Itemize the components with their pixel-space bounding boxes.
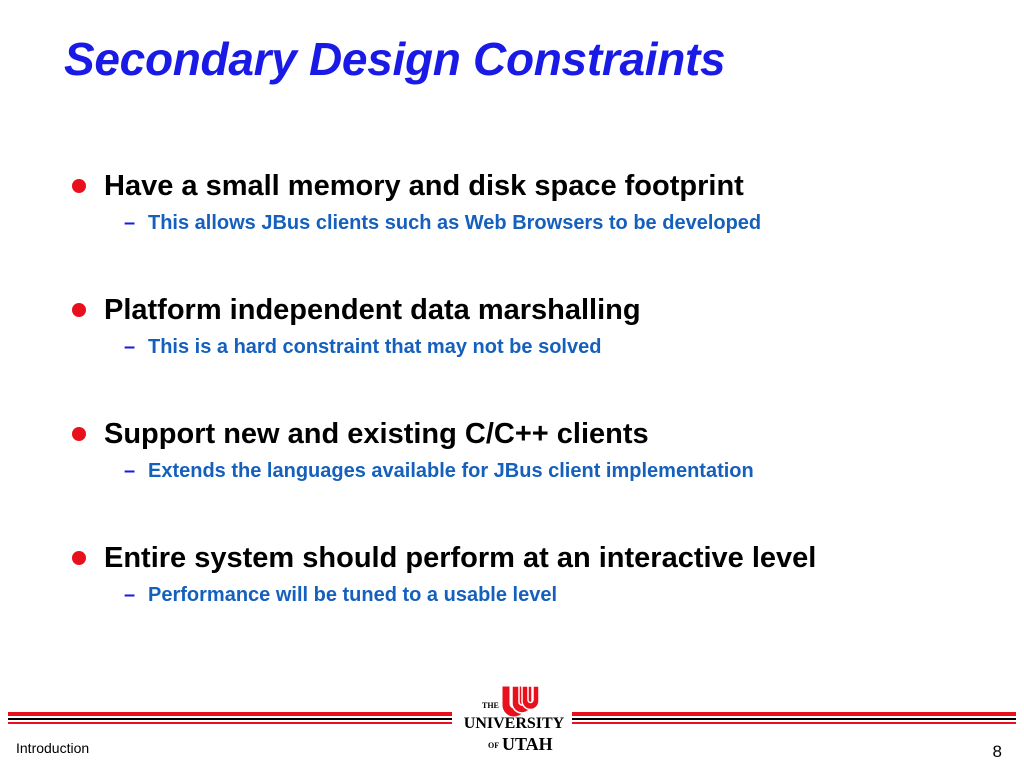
- rule-line-red: [572, 722, 1016, 724]
- slide-title: Secondary Design Constraints: [64, 33, 726, 85]
- bullet-text: Platform independent data marshalling: [104, 294, 641, 326]
- sub-bullet-row: [72, 456, 992, 486]
- rule-line-red: [8, 722, 452, 724]
- rule-line-black: [572, 718, 1016, 720]
- footer-rule-left: [8, 712, 452, 724]
- sub-bullet-row: [72, 208, 992, 238]
- block-u-icon: [502, 686, 539, 717]
- bullet-row: [72, 414, 992, 456]
- bullet-list: [72, 166, 992, 662]
- sub-bullet-dash: –: [124, 212, 136, 234]
- bullet-text: Have a small memory and disk space footprint: [104, 170, 744, 202]
- bullet-dot-icon: [72, 179, 86, 193]
- bullet-item: [72, 414, 992, 538]
- rule-line-red: [8, 712, 452, 716]
- sub-bullet-text: This allows JBus clients such as Web Browsers to be developed: [148, 212, 762, 234]
- bullet-item: [72, 166, 992, 290]
- bullet-row: [72, 166, 992, 208]
- sub-bullet-text: This is a hard constraint that may not be solved: [148, 336, 602, 358]
- bullet-row: [72, 538, 992, 580]
- sub-bullet-row: [72, 580, 992, 610]
- logo-utah-text: UTAH: [502, 734, 553, 754]
- logo-the-text: THE: [482, 701, 499, 710]
- bullet-row: [72, 290, 992, 332]
- footer-section-label: Introduction: [16, 740, 90, 756]
- sub-bullet-text: Extends the languages available for JBus client implementation: [148, 460, 754, 482]
- rule-line-red: [572, 712, 1016, 716]
- bullet-dot-icon: [72, 303, 86, 317]
- bullet-dot-icon: [72, 551, 86, 565]
- sub-bullet-dash: –: [124, 336, 136, 358]
- rule-line-black: [8, 718, 452, 720]
- sub-bullet-dash: –: [124, 584, 136, 606]
- page-number: 8: [992, 742, 1002, 761]
- bullet-text: Entire system should perform at an interactive level: [104, 542, 817, 574]
- bullet-item: [72, 538, 992, 662]
- logo-of-text: OF: [488, 741, 500, 750]
- bullet-text: Support new and existing C/C++ clients: [104, 418, 649, 450]
- sub-bullet-text: Performance will be tuned to a usable level: [148, 584, 558, 606]
- sub-bullet-row: [72, 332, 992, 362]
- footer-rule-right: [572, 712, 1016, 724]
- university-of-utah-logo: [462, 684, 566, 764]
- bullet-dot-icon: [72, 427, 86, 441]
- bullet-item: [72, 290, 992, 414]
- logo-university-text: UNIVERSITY: [463, 715, 565, 732]
- sub-bullet-dash: –: [124, 460, 136, 482]
